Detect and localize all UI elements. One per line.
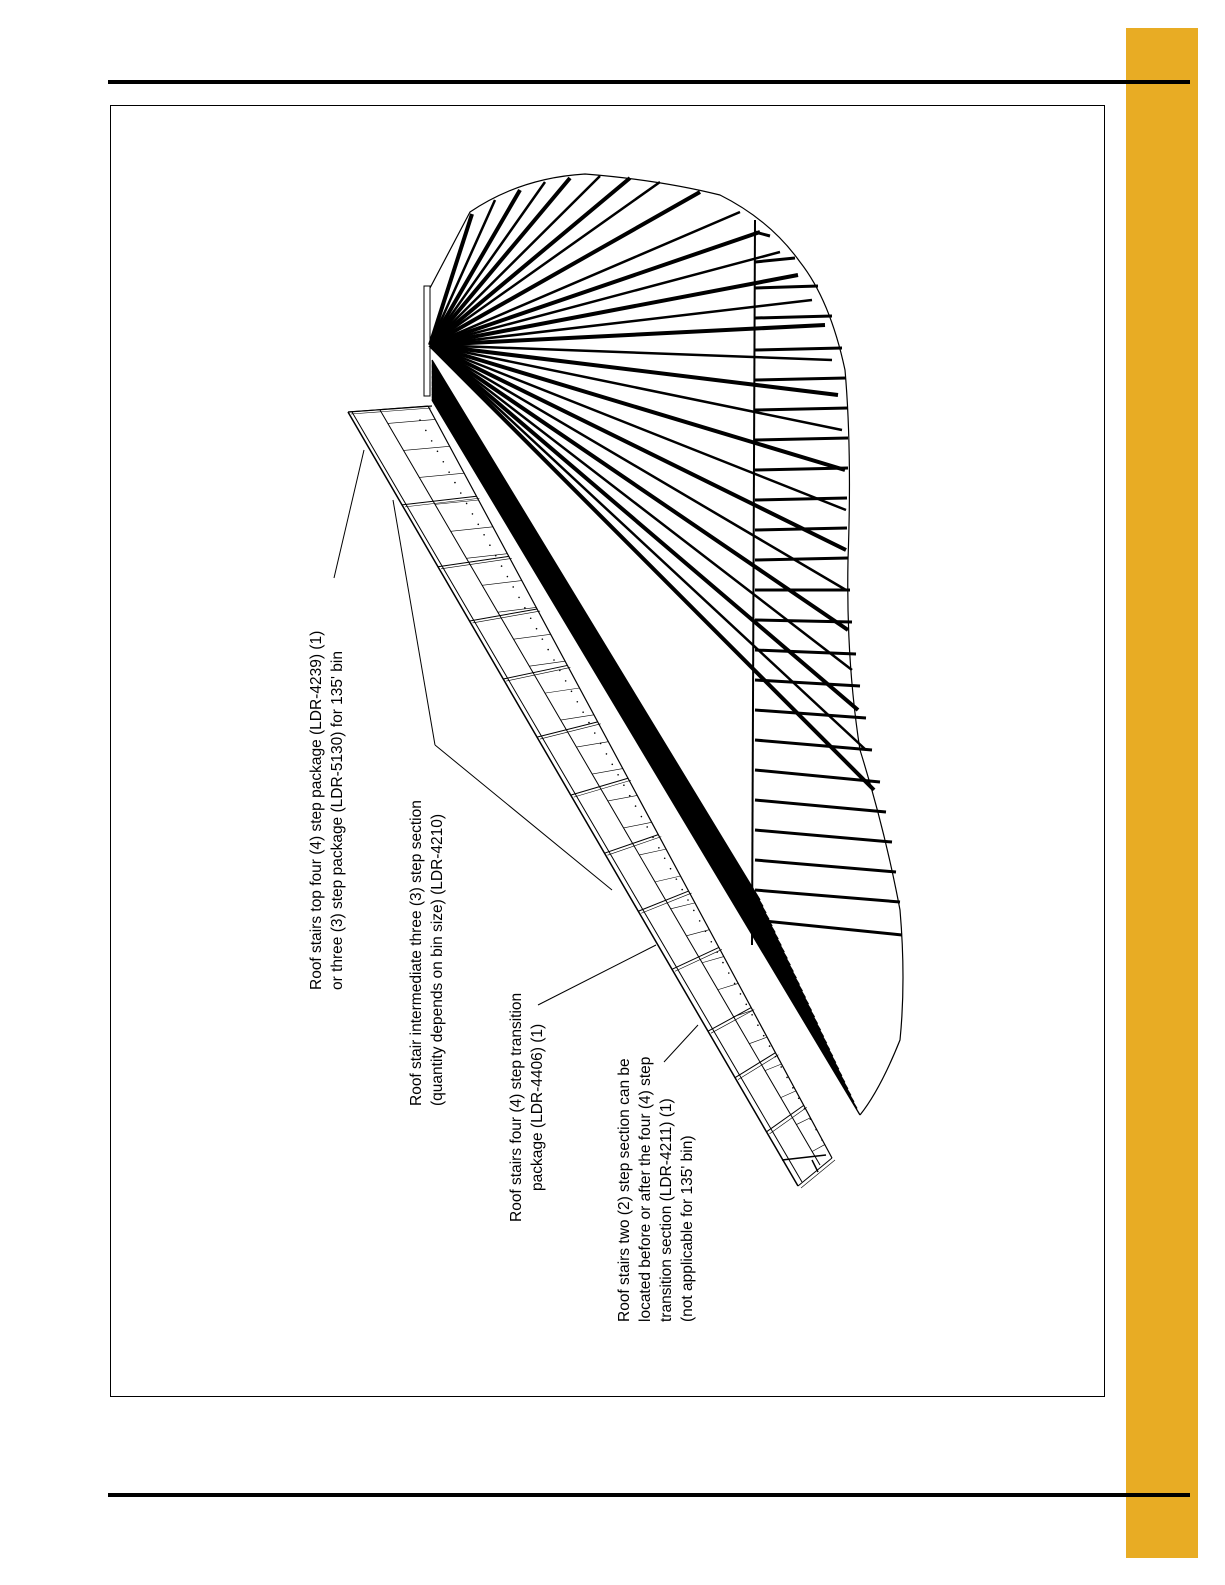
stair-section-frame [801,1160,835,1188]
stair-tread [482,581,522,586]
roof-rib [755,890,900,902]
stair-tread [686,930,709,936]
stair-foot-bracket [812,1160,818,1172]
stair-bolt [623,784,625,786]
stair-bolt [745,1004,747,1006]
stair-tread [404,446,450,450]
stair-bolt [460,492,462,494]
stair-bolt [571,691,573,693]
stair-tread [671,903,695,909]
roof-rib [755,620,852,622]
stair-tread [561,715,594,720]
leader-line-intermediate [393,500,435,745]
callout-two-step-section [614,1057,698,1322]
stair-bolt [448,471,450,473]
stair-foot-bracket [782,1155,826,1160]
stair-tread [514,634,551,639]
stair-tread [388,419,435,423]
stair-section-frame [798,1158,832,1186]
roof-rib [432,400,860,1115]
stair-bolt [763,1035,765,1037]
stair-tread [718,983,738,989]
leader-line-intermediate-2 [435,745,612,890]
stair-bolt [798,1097,800,1099]
roof-rib [755,650,856,654]
stair-tread [796,1118,810,1125]
stair-section-frame [608,837,662,856]
stair-bolt [711,941,713,943]
roof-rib [755,468,848,470]
stair-bolt [635,805,637,807]
stair-bolt [699,920,701,922]
roof-rib [755,286,818,288]
stair-bolt [437,451,439,453]
roof-rib [755,438,848,440]
stair-section-frame [605,835,659,854]
stair-bolt [582,711,584,713]
stair-bolt [815,1129,817,1131]
stair-tread [592,769,623,774]
stair-bolt [524,607,526,609]
stair-tread [702,957,724,963]
stair-bolt [606,753,608,755]
stair-section-frame [441,558,512,568]
stair-section-frame [438,556,509,566]
callout-line: (not applicable for 135' bin) [679,1135,696,1322]
roof-rib [755,558,848,560]
stair-bolt [547,649,549,651]
callout-line: Roof stairs top four (4) step package (LDR-4239) (1) [308,630,325,990]
stair-section-frame [571,778,628,795]
roof-rib [432,366,775,933]
roof-rib [755,498,847,500]
callout-transition-package [506,993,548,1222]
stair-bolt [431,440,433,442]
stair-tread [812,1145,825,1152]
stair-bolt [740,993,742,995]
stair-section-frame [638,891,688,911]
stair-section-frame [574,780,631,797]
stair-bolt [670,868,672,870]
callout-top-step-package [306,631,348,990]
stair-tread [781,1091,796,1098]
roof-rib [755,348,842,350]
stair-section-frame [641,893,691,913]
stair-bolt [676,878,678,880]
stair-bolt [553,659,555,661]
roof-rib [432,360,760,900]
stair-section-frame [473,611,541,623]
stair-bolt [722,962,724,964]
stair-tread [639,849,666,855]
stair-bolt [425,430,427,432]
stair-bolt [792,1087,794,1089]
stair-bolt [577,701,579,703]
roof-rib [755,920,902,935]
stair-bolt [477,524,479,526]
stair-bolt [489,544,491,546]
stair-tread [419,473,464,477]
stair-bolt [443,461,445,463]
stair-bolt [786,1077,788,1079]
stair-bolt [751,1014,753,1016]
callout-line: package (LDR-4406) (1) [529,1023,546,1191]
stair-tread [451,527,493,531]
stair-bolt [780,1066,782,1068]
roof-rib [755,860,896,872]
stair-bolt [536,628,538,630]
stair-bolt [769,1045,771,1047]
stair-bolt [518,597,520,599]
roof-rib [755,232,770,236]
callout-line: (quantity depends on bin size) (LDR-4210) [429,813,446,1106]
stair-bolt [588,722,590,724]
stair-tread [529,661,565,666]
leader-line-top-package [334,450,364,578]
stair-section-frame [735,1053,775,1078]
roof-peak-collar [424,286,430,396]
stair-bolt [757,1024,759,1026]
stair-bolt [565,680,567,682]
callout-line: Roof stairs four (4) step transition [508,992,525,1222]
stair-bolt [530,617,532,619]
stair-tread [576,742,608,747]
callout-line: Roof stairs two (2) step section can be [616,1058,633,1322]
stair-bolt [681,889,683,891]
stair-bolt [641,816,643,818]
stair-section-frame [405,498,479,507]
callout-line: Roof stair intermediate three (3) step section [408,800,425,1106]
stair-bolt [594,732,596,734]
callout-intermediate-step-section [406,800,448,1106]
callout-line: located before or after the four (4) step [637,1056,654,1322]
roof-rib [755,710,866,718]
roof-rib [755,378,846,380]
roof-rib [755,316,832,318]
stair-tread [749,1037,767,1044]
stair-bolt [693,910,695,912]
stair-bolt [454,482,456,484]
roof-rib [755,408,848,410]
stair-tread [765,1064,782,1071]
stair-bolt [810,1118,812,1120]
stair-section-frame [708,1008,751,1032]
stair-bolt [483,534,485,536]
stair-bolt [507,576,509,578]
stair-bolt [664,857,666,859]
leader-line-transition [538,945,656,1005]
stair-tread [608,795,637,801]
stair-bolt [658,847,660,849]
stair-bolt [728,972,730,974]
roof-rib [430,345,866,750]
stair-bolt [821,1139,823,1141]
roof-rib [430,345,846,550]
roof-rib [755,800,886,812]
stair-bolt [646,826,648,828]
stair-section-frame [537,722,598,737]
stair-bolt [611,764,613,766]
stair-section-frame [402,496,476,505]
stair-bolt [466,503,468,505]
stair-bolt [687,899,689,901]
stair-section-frame [711,1010,754,1034]
roof-rib [755,528,847,530]
callout-line: transition section (LDR-4211) (1) [658,1098,675,1322]
stair-section-frame [506,667,570,681]
stair-bolt [734,983,736,985]
roof-rib [432,364,769,920]
stair-section-frame [770,1107,807,1133]
stair-stringer [428,406,832,1158]
roof-rib [755,740,872,750]
stair-bolt [617,774,619,776]
roof-rib [755,258,795,262]
stair-bolt [501,565,503,567]
callout-line: or three (3) step package (LDR-5130) for 135' bin [329,651,346,990]
stair-section-frame [470,609,538,621]
roof-rib [755,830,892,842]
stair-section-frame [675,949,722,971]
stair-tread [545,688,580,693]
stair-bolt [542,638,544,640]
stair-bolt [472,513,474,515]
stair-bolt [512,586,514,588]
bin-roof [424,174,903,1115]
stair-bolt [629,795,631,797]
